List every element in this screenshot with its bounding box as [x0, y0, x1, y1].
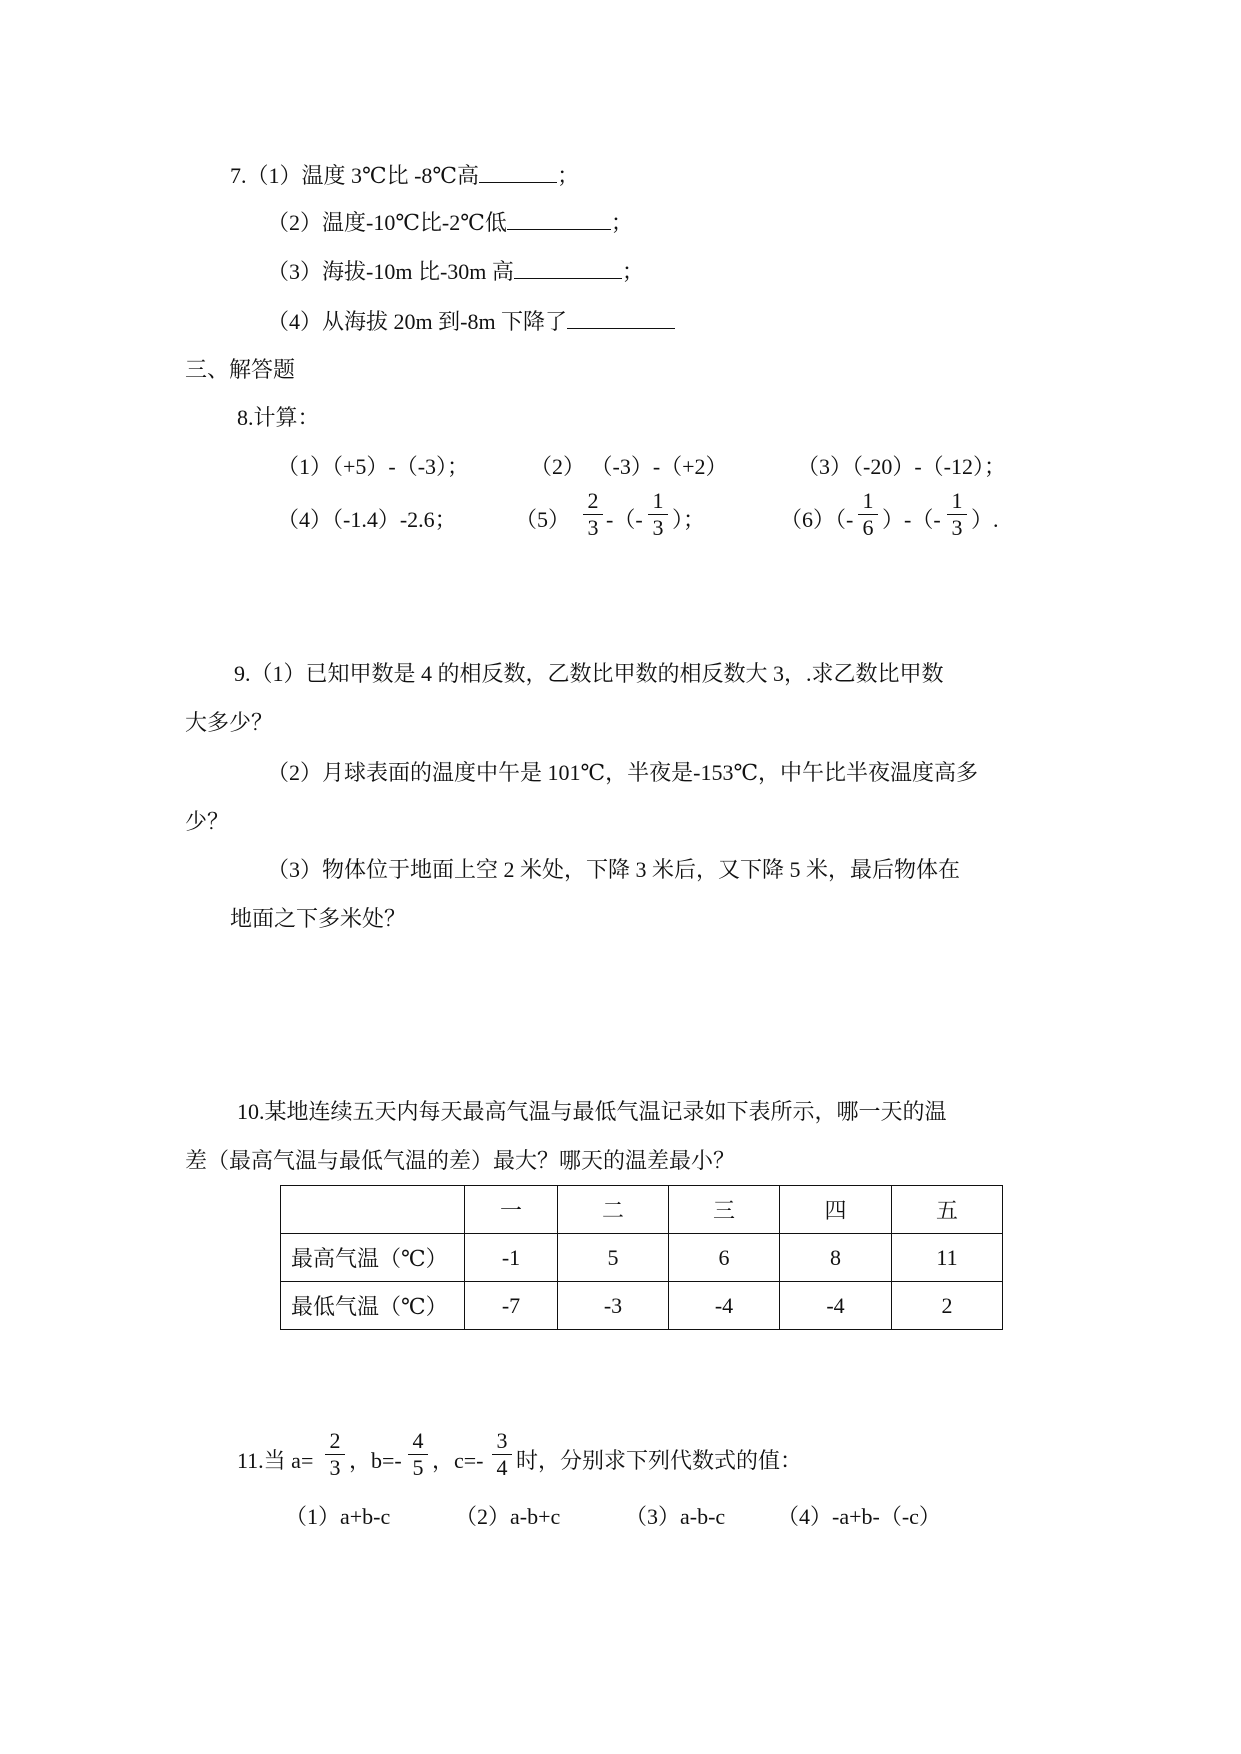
q7-part2-blank[interactable]: [507, 207, 611, 230]
table-cell: -1: [465, 1234, 558, 1282]
q11-prefix: 11.当 a=: [237, 1448, 314, 1473]
table-header-cell: 一: [465, 1186, 558, 1234]
q8-item1: （1）（+5）-（-3）；: [277, 454, 470, 479]
q8-item6-mid: ）-（-: [882, 507, 941, 532]
q8-item6-f2-denominator: 3: [951, 515, 963, 540]
table-header-cell: 三: [669, 1186, 780, 1234]
q7-part1-text: 7.（1）温度 3℃比 -8℃高: [230, 163, 480, 188]
q9-part3-line1: （3）物体位于地面上空 2 米处，下降 3 米后，又下降 5 米，最后物体在: [267, 857, 961, 882]
q11-b-prefix: ，b=-: [349, 1448, 402, 1473]
section-heading: 三、解答题: [185, 357, 296, 382]
table-cell: 8: [780, 1234, 892, 1282]
q8-item6-f1-denominator: 6: [862, 515, 874, 540]
q8-item6-f2-numerator: 1: [951, 488, 963, 513]
q8-item5-f1-denominator: 3: [587, 515, 599, 540]
q7-part3-end: ；: [621, 259, 644, 284]
q8-item5-mid: -（-: [606, 507, 643, 532]
q11-a-fraction: [323, 1428, 347, 1481]
table-cell: 5: [558, 1234, 669, 1282]
table-row: [281, 1282, 1003, 1330]
q7-part2: [267, 207, 633, 238]
q11-suffix: 时，分别求下列代数式的值：: [516, 1448, 803, 1473]
q8-item6-f1-numerator: 1: [862, 488, 874, 513]
q7-part4-text: （4）从海拔 20m 到-8m 下降了: [267, 309, 568, 334]
q9-part1-line2: 大多少？: [185, 710, 274, 735]
q8-item6-fraction1: [856, 488, 880, 541]
q8-item5-fraction1: [581, 488, 605, 541]
table-cell: 11: [892, 1234, 1003, 1282]
q10-line2: 差（最高气温与最低气温的差）最大？哪天的温差最小？: [185, 1148, 736, 1173]
q9-part2-line1: （2）月球表面的温度中午是 101℃，半夜是-153℃，中午比半夜温度高多: [267, 760, 979, 785]
q10-line1: 10.某地连续五天内每天最高气温与最低气温记录如下表所示，哪一天的温: [237, 1099, 947, 1124]
q8-item5-f1-numerator: 2: [587, 488, 599, 513]
q8-item5-prefix: （5）: [515, 507, 571, 532]
q8-item6-end: ）.: [971, 507, 999, 532]
q7-part2-end: ；: [610, 210, 633, 235]
q8-item5-f2-denominator: 3: [652, 515, 664, 540]
q11-c-prefix: ，c=-: [432, 1448, 484, 1473]
q7-part2-text: （2）温度-10℃比-2℃低: [267, 210, 507, 235]
q7-part3-text: （3）海拔-10m 比-30m 高: [267, 259, 514, 284]
q8-item5-fraction2: [646, 488, 670, 541]
q11-expr4: （4）-a+b-（-c）: [777, 1504, 941, 1529]
q11-c-denominator: 4: [496, 1455, 508, 1480]
q9-part1-line1: 9.（1）已知甲数是 4 的相反数，乙数比甲数的相反数大 3，.求乙数比甲数: [234, 661, 944, 686]
table-cell: -4: [669, 1282, 780, 1330]
table-header-row: [281, 1186, 1003, 1234]
q7-part3-blank[interactable]: [514, 256, 622, 279]
table-cell: 6: [669, 1234, 780, 1282]
q7-part4-blank[interactable]: [567, 306, 675, 329]
q11-b-numerator: 4: [412, 1428, 424, 1453]
table-header-cell: 四: [780, 1186, 892, 1234]
q8-item2: （2） （-3）-（+2）: [530, 454, 728, 479]
table-header-cell: [281, 1186, 465, 1234]
q9-part3-line2: 地面之下多米处？: [230, 906, 407, 931]
q7-part4: [267, 306, 675, 337]
q8-item6-fraction2: [945, 488, 969, 541]
q8-item5-f2-numerator: 1: [652, 488, 664, 513]
q11-c-fraction: [490, 1428, 514, 1481]
table-cell: 2: [892, 1282, 1003, 1330]
q7-part3: [267, 256, 644, 287]
table-header-cell: 五: [892, 1186, 1003, 1234]
table-header-cell: 二: [558, 1186, 669, 1234]
q11-expr2: （2）a-b+c: [455, 1504, 561, 1529]
table-cell: -4: [780, 1282, 892, 1330]
table-row-label: 最高气温（℃）: [281, 1234, 465, 1282]
q11-expr1: （1）a+b-c: [285, 1504, 391, 1529]
q11-a-denominator: 3: [329, 1455, 341, 1480]
q8-item6-prefix: （6）（-: [780, 507, 854, 532]
table-row-label: 最低气温（℃）: [281, 1282, 465, 1330]
q9-part2-line2: 少？: [185, 809, 230, 834]
q8-item4: （4）（-1.4）-2.6；: [277, 507, 457, 532]
q8-item5-end: ）；: [672, 507, 706, 532]
q8-title: 8.计算：: [237, 405, 320, 430]
q7-part1-end: ；: [557, 163, 580, 188]
q7-part1: [230, 160, 579, 191]
q11-b-denominator: 5: [412, 1455, 424, 1480]
table-row: [281, 1234, 1003, 1282]
table-cell: -3: [558, 1282, 669, 1330]
q11-c-numerator: 3: [496, 1428, 508, 1453]
temperature-table: [280, 1185, 1003, 1330]
q8-item3: （3）（-20）-（-12）；: [797, 454, 1006, 479]
q11-b-fraction: [406, 1428, 430, 1481]
q11-a-numerator: 2: [329, 1428, 341, 1453]
q11-expr3: （3）a-b-c: [625, 1504, 726, 1529]
table-cell: -7: [465, 1282, 558, 1330]
q7-part1-blank[interactable]: [479, 160, 557, 183]
